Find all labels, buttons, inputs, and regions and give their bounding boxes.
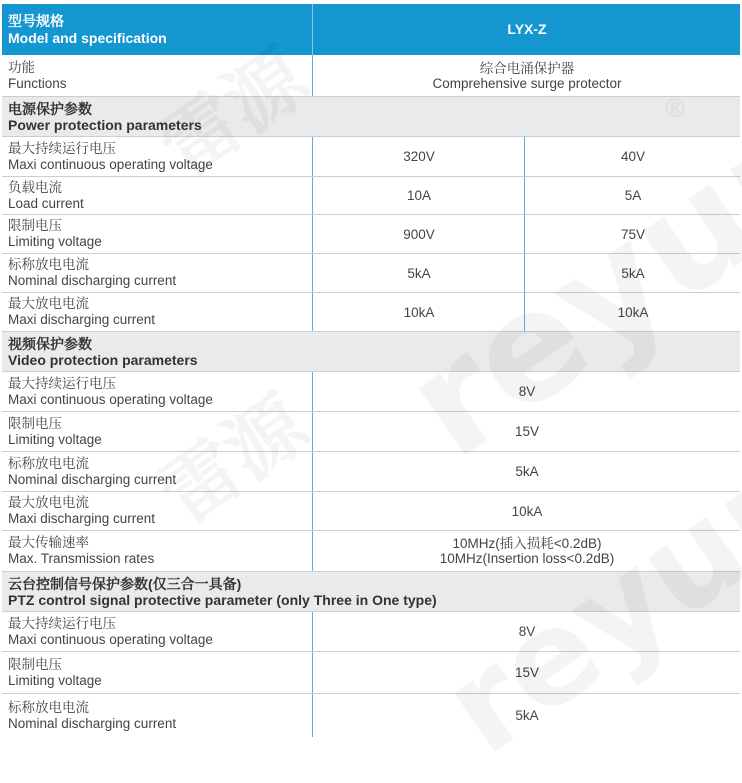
row-label-zh: 限制电压 [8,415,62,431]
value-zh: 10MHz(插入损耗<0.2dB) [452,536,602,551]
table-row [2,612,740,652]
value-a: 10kA [312,293,525,331]
row-label [8,254,306,292]
table-row [2,177,740,215]
ptz-title-en: PTZ control signal protective parameter (only Three in One type) [8,591,437,608]
row-label [8,452,306,491]
power-title-en: Power protection parameters [8,116,202,133]
value: 15V [312,412,741,451]
row-label [8,412,306,451]
row-label-en: Limiting voltage [8,431,102,447]
ptz-section-heading [2,572,740,612]
functions-value-zh: 综合电涌保护器 [479,60,575,76]
row-label-en: Maxi continuous operating voltage [8,156,213,172]
functions-row [2,55,740,97]
table-row [2,372,740,412]
ptz-title-zh: 云台控制信号保护参数(仅三合一具备) [8,575,242,592]
table-row [2,137,740,177]
row-label-zh: 最大持续运行电压 [8,375,116,391]
row-label-zh: 标称放电电流 [8,455,89,471]
spec-table [2,4,740,737]
row-label-zh: 最大传输速率 [8,535,89,550]
power-title-zh: 电源保护参数 [8,100,92,117]
row-label [8,137,306,176]
row-label-en: Nominal discharging current [8,715,177,731]
value: 8V [312,612,741,651]
table-row [2,254,740,293]
table-row [2,531,740,572]
row-label-en: Maxi continuous operating voltage [8,391,213,407]
row-label [8,215,306,253]
row-label-en: Maxi discharging current [8,511,156,526]
value-a: 900V [312,215,525,253]
value-b: 75V [524,215,741,253]
video-title-en: Video protection parameters [8,351,198,368]
value: 5kA [312,694,741,737]
row-label-zh: 限制电压 [8,656,62,672]
row-label-en: Nominal discharging current [8,273,177,288]
functions-value-en: Comprehensive surge protector [432,75,622,91]
functions-value [312,55,741,96]
table-row [2,492,740,531]
row-label-en: Limiting voltage [8,234,102,249]
row-label-zh: 最大放电电流 [8,296,89,311]
value: 10kA [312,492,741,530]
row-label [8,531,306,571]
row-label [8,293,306,331]
table-row [2,215,740,254]
row-label-zh: 最大持续运行电压 [8,140,116,156]
row-label [8,652,306,693]
table-row [2,694,740,737]
header-label-zh: 型号规格 [8,12,64,29]
table-row [2,412,740,452]
value-a: 5kA [312,254,525,292]
row-label [8,372,306,411]
row-label [8,492,306,530]
table-header [2,4,740,55]
value-b: 5kA [524,254,741,292]
value-a: 320V [312,137,525,176]
table-row [2,652,740,694]
row-label [8,177,306,214]
row-label-zh: 标称放电电流 [8,699,89,715]
row-label-en: Maxi discharging current [8,312,156,327]
row-label-en: Nominal discharging current [8,471,177,487]
functions-label [8,55,306,96]
functions-label-zh: 功能 [8,59,35,75]
functions-label-en: Functions [8,75,67,91]
table-row [2,293,740,332]
row-label [8,694,306,737]
ptz-section-label [8,572,608,611]
row-label-zh: 最大持续运行电压 [8,615,116,631]
row-label-zh: 限制电压 [8,218,62,233]
row-label [8,612,306,651]
value-b: 10kA [524,293,741,331]
video-title-zh: 视频保护参数 [8,335,92,352]
row-label-en: Limiting voltage [8,672,102,688]
header-label [8,4,306,55]
value-a: 10A [312,177,525,214]
row-label-en: Maxi continuous operating voltage [8,631,213,647]
video-section-heading [2,332,740,372]
power-section-heading [2,97,740,137]
header-label-en: Model and specification [8,29,167,46]
video-section-label [8,332,306,371]
table-row [2,452,740,492]
value: 8V [312,372,741,411]
value: 5kA [312,452,741,491]
value-en: 10MHz(Insertion loss<0.2dB) [439,551,615,566]
value-b: 40V [524,137,741,176]
row-label-zh: 负载电流 [8,179,62,195]
row-label-en: Max. Transmission rates [8,551,155,566]
row-label-zh: 最大放电电流 [8,495,89,510]
value-b: 5A [524,177,741,214]
model-name: LYX-Z [312,4,741,55]
value: 15V [312,652,741,693]
power-section-label [8,97,306,136]
row-label-zh: 标称放电电流 [8,257,89,272]
row-label-en: Load current [8,195,84,211]
value [312,531,741,571]
